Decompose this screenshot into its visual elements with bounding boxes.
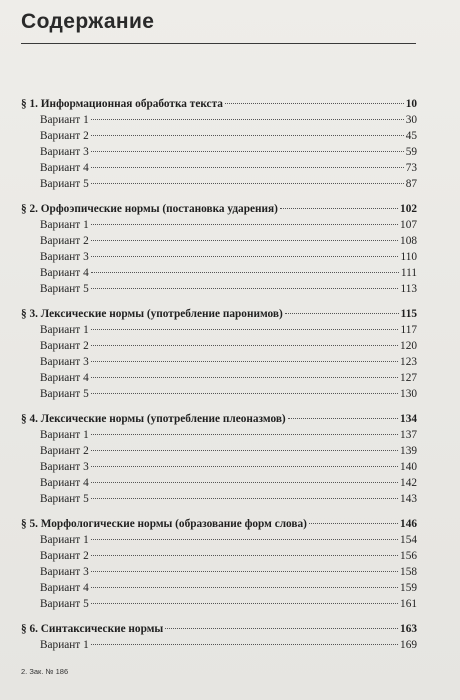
toc-entry-page: 156: [400, 550, 417, 562]
toc-entry-page: 130: [400, 388, 417, 400]
toc-entry-label: Вариант 3: [40, 461, 89, 473]
toc-entry-label: Вариант 2: [40, 130, 89, 142]
dot-leader: [91, 450, 398, 451]
toc-entry[interactable]: [21, 580, 417, 596]
toc-entry-label: Вариант 4: [40, 267, 89, 279]
toc-entry[interactable]: [21, 265, 417, 281]
dot-leader: [91, 224, 398, 225]
toc-entry-label: Вариант 5: [40, 493, 89, 505]
toc-section-page: 134: [400, 413, 417, 425]
toc-section-title: § 6. Синтаксические нормы: [21, 623, 164, 635]
toc-entry-label: Вариант 1: [40, 534, 89, 546]
toc-entry-label: Вариант 5: [40, 283, 89, 295]
toc-entry-label: Вариант 2: [40, 235, 89, 247]
toc-section-heading[interactable]: [21, 621, 417, 637]
toc-entry-label: Вариант 5: [40, 388, 89, 400]
toc-section-title: § 2. Орфоэпические нормы (постановка ударения): [21, 203, 278, 215]
toc-entry-page: 107: [400, 219, 417, 231]
dot-leader: [91, 361, 398, 362]
toc-entry-label: Вариант 5: [40, 178, 89, 190]
toc-entry[interactable]: [21, 233, 417, 249]
toc-section-page: 10: [405, 98, 417, 110]
toc-section: [21, 621, 417, 653]
toc-entry-page: 159: [400, 582, 417, 594]
toc-section-title: § 1. Информационная обработка текста: [21, 98, 223, 110]
toc-entry-label: Вариант 1: [40, 219, 89, 231]
dot-leader: [91, 240, 398, 241]
dot-leader: [225, 103, 404, 104]
toc-entry-page: 111: [400, 267, 417, 279]
dot-leader: [91, 256, 399, 257]
toc-entry[interactable]: [21, 386, 417, 402]
toc-section-heading[interactable]: [21, 96, 417, 112]
toc-entry-label: Вариант 2: [40, 445, 89, 457]
toc-section: [21, 306, 417, 402]
dot-leader: [280, 208, 398, 209]
toc-entry[interactable]: [21, 637, 417, 653]
toc-entry-page: 139: [400, 445, 417, 457]
toc-entry-label: Вариант 3: [40, 356, 89, 368]
toc-entry-label: Вариант 1: [40, 114, 89, 126]
toc-entry-label: Вариант 3: [40, 566, 89, 578]
toc-entry[interactable]: [21, 112, 417, 128]
toc-entry-label: Вариант 2: [40, 340, 89, 352]
toc-section-heading[interactable]: [21, 201, 417, 217]
toc-entry-page: 117: [400, 324, 417, 336]
toc-entry[interactable]: [21, 322, 417, 338]
toc-entry-label: Вариант 2: [40, 550, 89, 562]
dot-leader: [91, 498, 398, 499]
dot-leader: [309, 523, 398, 524]
toc-entry[interactable]: [21, 548, 417, 564]
toc-entry[interactable]: [21, 354, 417, 370]
dot-leader: [165, 628, 398, 629]
toc-entry-label: Вариант 1: [40, 429, 89, 441]
dot-leader: [91, 119, 404, 120]
toc-entry-label: Вариант 4: [40, 477, 89, 489]
toc-entry[interactable]: [21, 160, 417, 176]
dot-leader: [91, 272, 399, 273]
toc-entry-label: Вариант 3: [40, 251, 89, 263]
toc-entry-label: Вариант 4: [40, 372, 89, 384]
dot-leader: [91, 571, 398, 572]
toc-entry[interactable]: [21, 370, 417, 386]
toc-section-page: 102: [400, 203, 417, 215]
toc-entry-label: Вариант 3: [40, 146, 89, 158]
toc-entry[interactable]: [21, 144, 417, 160]
toc-entry[interactable]: [21, 338, 417, 354]
dot-leader: [91, 587, 398, 588]
dot-leader: [91, 539, 398, 540]
toc-entry-page: 154: [400, 534, 417, 546]
toc-section-title: § 3. Лексические нормы (употребление паронимов): [21, 308, 283, 320]
toc-entry-page: 169: [400, 639, 417, 651]
toc-entry[interactable]: [21, 217, 417, 233]
toc-entry-label: Вариант 5: [40, 598, 89, 610]
toc-entry-label: Вариант 1: [40, 324, 89, 336]
toc-entry[interactable]: [21, 491, 417, 507]
dot-leader: [91, 345, 398, 346]
toc-section-heading[interactable]: [21, 516, 417, 532]
toc-entry[interactable]: [21, 176, 417, 192]
toc-entry-page: 142: [400, 477, 417, 489]
dot-leader: [285, 313, 399, 314]
table-of-contents: [21, 96, 417, 662]
dot-leader: [91, 555, 398, 556]
page-heading: Содержание: [21, 10, 155, 33]
toc-entry-page: 73: [405, 162, 417, 174]
toc-entry[interactable]: [21, 459, 417, 475]
toc-entry[interactable]: [21, 475, 417, 491]
toc-entry-page: 158: [400, 566, 417, 578]
toc-entry-page: 30: [405, 114, 417, 126]
toc-entry-page: 113: [400, 283, 417, 295]
dot-leader: [91, 135, 404, 136]
dot-leader: [91, 644, 398, 645]
toc-entry-page: 123: [400, 356, 417, 368]
toc-section-title: § 4. Лексические нормы (употребление плеоназмов): [21, 413, 286, 425]
toc-entry[interactable]: [21, 564, 417, 580]
dot-leader: [91, 603, 398, 604]
toc-section-heading[interactable]: [21, 306, 417, 322]
toc-entry-page: 110: [400, 251, 417, 263]
dot-leader: [91, 377, 398, 378]
toc-entry-page: 127: [400, 372, 417, 384]
toc-section-page: 163: [400, 623, 417, 635]
toc-section-title: § 5. Морфологические нормы (образование форм слова): [21, 518, 307, 530]
toc-section-page: 115: [400, 308, 417, 320]
dot-leader: [91, 151, 404, 152]
toc-entry[interactable]: [21, 443, 417, 459]
toc-section-heading[interactable]: [21, 411, 417, 427]
toc-entry-page: 108: [400, 235, 417, 247]
dot-leader: [91, 434, 398, 435]
dot-leader: [91, 482, 398, 483]
toc-entry[interactable]: [21, 596, 417, 612]
toc-entry-page: 143: [400, 493, 417, 505]
toc-entry-label: Вариант 4: [40, 162, 89, 174]
dot-leader: [91, 167, 404, 168]
heading-rule: [21, 43, 416, 44]
toc-entry[interactable]: [21, 427, 417, 443]
page-footer: 2. Зак. № 186: [21, 667, 69, 676]
toc-section: [21, 201, 417, 297]
toc-entry-page: 120: [400, 340, 417, 352]
toc-section: [21, 96, 417, 192]
dot-leader: [91, 393, 398, 394]
toc-entry-page: 87: [405, 178, 417, 190]
toc-entry[interactable]: [21, 128, 417, 144]
toc-entry-page: 59: [405, 146, 417, 158]
toc-entry-label: Вариант 4: [40, 582, 89, 594]
toc-entry[interactable]: [21, 532, 417, 548]
dot-leader: [91, 329, 399, 330]
toc-section-page: 146: [400, 518, 417, 530]
toc-entry[interactable]: [21, 249, 417, 265]
toc-entry-page: 137: [400, 429, 417, 441]
toc-entry-page: 140: [400, 461, 417, 473]
dot-leader: [91, 466, 398, 467]
toc-section: [21, 411, 417, 507]
toc-section: [21, 516, 417, 612]
dot-leader: [91, 183, 404, 184]
toc-entry-label: Вариант 1: [40, 639, 89, 651]
toc-entry-page: 161: [400, 598, 417, 610]
toc-entry-page: 45: [405, 130, 417, 142]
toc-entry[interactable]: [21, 281, 417, 297]
dot-leader: [91, 288, 399, 289]
dot-leader: [288, 418, 398, 419]
